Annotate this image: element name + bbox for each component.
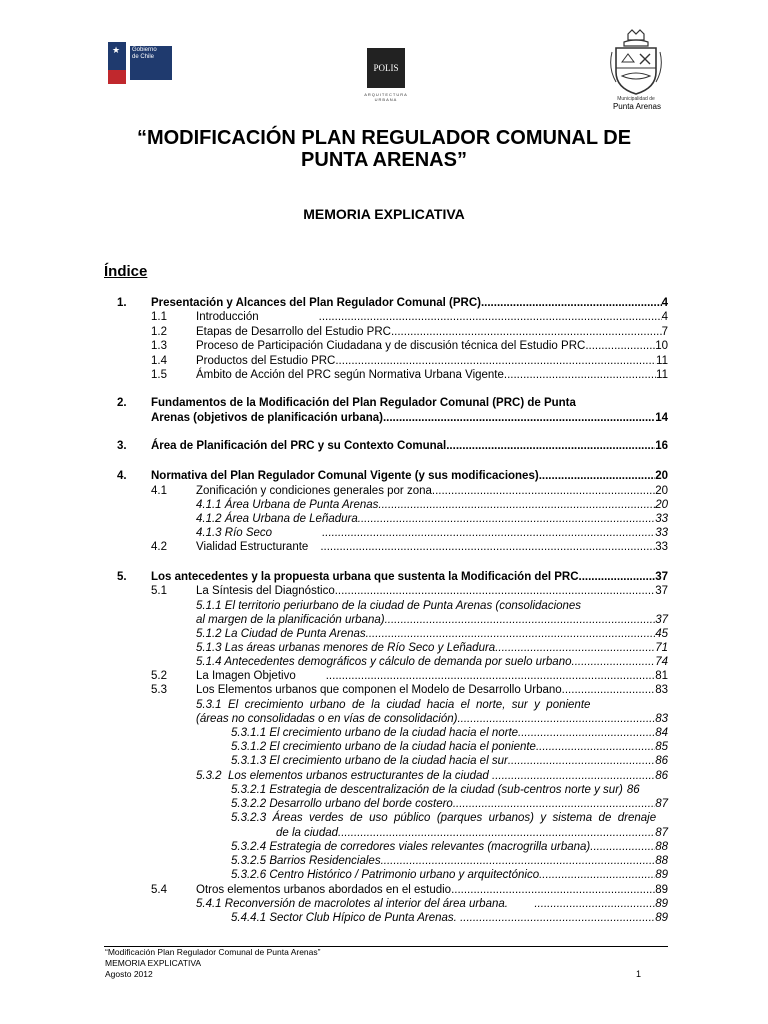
polis-sub2: URBANA (374, 97, 398, 102)
toc-number: 4. (117, 470, 127, 482)
toc-title: 5.3.1.2 El crecimiento urbano de la ciudad hacia el poniente (231, 741, 536, 753)
toc-title-line1: 5.1.1 El territorio periurbano de la ciudad de Punta Arenas (consolidaciones (196, 600, 582, 612)
toc-title: Zonificación y condiciones generales por zona (196, 485, 432, 497)
toc-number: 5.2 (151, 670, 167, 682)
toc-title: Los Elementos urbanos que componen el Modelo de Desarrollo Urbano (196, 684, 562, 696)
toc-title: 5.3.1.1 El crecimiento urbano de la ciudad hacia el norte (231, 727, 519, 739)
toc-page: 81 (655, 670, 668, 682)
document-title-line1: “MODIFICACIÓN PLAN REGULADOR COMUNAL DE (136, 127, 632, 149)
polis-logo-subtitle (361, 92, 411, 102)
toc-page: 84 (655, 727, 668, 739)
toc-title: La Imagen Objetivo (196, 670, 296, 682)
toc-page: 74 (655, 656, 668, 668)
document-title (100, 127, 668, 171)
toc-page: 87 (655, 827, 668, 839)
document-subtitle: MEMORIA EXPLICATIVA (303, 206, 465, 222)
toc-number: 4.1 (151, 485, 167, 497)
toc-title: 5.1.4 Antecedentes demográficos y cálculo de demanda por suelo urbano (196, 656, 572, 668)
toc-page: 20 (655, 485, 668, 497)
toc-title: Proceso de Participación Ciudadana y de discusión técnica del Estudio PRC (196, 340, 586, 352)
toc-page: 16 (655, 440, 668, 452)
logo-red-block (108, 70, 126, 84)
toc-number: 1.3 (151, 340, 167, 352)
toc-page: 86 (655, 755, 668, 767)
logo-text-line1: Gobierno (132, 47, 157, 53)
toc-title: Ámbito de Acción del PRC según Normativa Urbana Vigente (196, 369, 504, 381)
municipalidad-punta-arenas-logo (606, 28, 666, 110)
toc-title: 4.1.1 Área Urbana de Punta Arenas (196, 499, 379, 511)
polis-sub1: ARQUITECTURA (364, 92, 408, 97)
toc-number: 3. (117, 440, 127, 452)
toc-page: 85 (655, 741, 668, 753)
toc-page: 33 (655, 527, 668, 539)
toc-number: 5. (117, 571, 127, 583)
toc-title: Etapas de Desarrollo del Estudio PRC (196, 326, 391, 338)
toc-page: 7 (661, 326, 668, 338)
toc-page: 89 (655, 884, 668, 896)
footer-document-type: MEMORIA EXPLICATIVA (105, 958, 202, 968)
toc-title-line2: al margen de la planificación urbana) (196, 614, 385, 626)
toc-title: 5.4.4.1 Sector Club Hípico de Punta Arenas. (231, 912, 461, 924)
logo-text (130, 46, 172, 80)
polis-logo (364, 48, 408, 102)
toc-number: 1.5 (151, 369, 167, 381)
toc-page: 20 (655, 470, 668, 482)
page-number: 1 (636, 969, 642, 979)
toc-page: 83 (655, 713, 668, 725)
document-title-line2: PUNTA ARENAS” (301, 149, 467, 171)
star-icon: ★ (112, 45, 121, 55)
toc-page: 20 (655, 499, 668, 511)
toc-title: 5.1.2 La Ciudad de Punta Arenas (196, 628, 366, 640)
toc-page: 89 (655, 869, 668, 881)
toc-number: 4.2 (151, 541, 167, 553)
toc-title: Los antecedentes y la propuesta urbana que sustenta la Modificación del PRC (151, 571, 579, 583)
toc-page: 89 (655, 898, 668, 910)
toc-page: 86 (626, 784, 640, 796)
toc-title: Productos del Estudio PRC (196, 355, 336, 367)
toc-title-line2: Arenas (objetivos de planificación urbana) (151, 412, 383, 424)
toc-page: 45 (655, 628, 668, 640)
toc-page: 88 (655, 855, 668, 867)
toc-page: 37 (655, 614, 668, 626)
toc-page: 33 (655, 513, 668, 525)
toc-page: 4 (661, 297, 668, 309)
toc-number: 1.2 (151, 326, 167, 338)
toc-page: 88 (655, 841, 668, 853)
toc-page: 10 (655, 340, 668, 352)
toc-number: 1.1 (151, 311, 167, 323)
toc-page: 37 (655, 571, 668, 583)
toc-title: Presentación y Alcances del Plan Regulador Comunal (PRC) (151, 297, 481, 309)
toc-page: 83 (655, 684, 668, 696)
toc-number: 5.3 (151, 684, 167, 696)
toc-number: 1. (117, 297, 127, 309)
toc-title: 5.3.2.5 Barrios Residenciales (231, 855, 381, 867)
toc-page: 4 (661, 311, 668, 323)
index-heading: Índice (104, 263, 148, 280)
toc-page: 71 (655, 642, 668, 654)
toc-title: Otros elementos urbanos abordados en el estudio (196, 884, 452, 896)
toc-page: 86 (655, 770, 668, 782)
logo-sub1: Municipalidad de (617, 96, 655, 102)
toc-number: 1.4 (151, 355, 167, 367)
toc-title: Introducción (196, 311, 259, 323)
toc-page: 89 (655, 912, 668, 924)
toc-number: 2. (117, 397, 127, 409)
toc-title-line2: (áreas no consolidadas o en vías de consolidación) (196, 713, 458, 725)
toc-title: La Síntesis del Diagnóstico (196, 585, 335, 597)
toc-title-line2: de la ciudad (276, 827, 339, 839)
toc-title: Área de Planificación del PRC y su Contexto Comunal (151, 440, 447, 452)
toc-page: 14 (655, 412, 668, 424)
toc-title: 5.1.3 Las áreas urbanas menores de Río Seco y Leñadura (196, 642, 496, 654)
toc-title: 4.1.2 Área Urbana de Leñadura (196, 513, 358, 525)
toc-title: Vialidad Estructurante (196, 541, 309, 553)
toc-number: 5.4 (151, 884, 167, 896)
toc-page: 37 (655, 585, 668, 597)
toc-title: 4.1.3 Río Seco (196, 527, 273, 539)
toc-title: Normativa del Plan Regulador Comunal Vigente (y sus modificaciones) (151, 470, 539, 482)
toc-title: 5.3.2.6 Centro Histórico / Patrimonio urbano y arquitectónico (231, 869, 540, 881)
toc-title-line1: 5.3.1 El crecimiento urbano de la ciudad hacia el norte, sur y poniente (196, 699, 591, 711)
gobierno-de-chile-logo (108, 42, 170, 84)
footer-document-name: “Modificación Plan Regulador Comunal de Punta Arenas” (105, 947, 321, 957)
toc-page: 11 (656, 355, 668, 367)
footer-date: Agosto 2012 (105, 969, 153, 979)
toc-title-line1: Fundamentos de la Modificación del Plan Regulador Comunal (PRC) de Punta (151, 397, 576, 409)
toc-page: 87 (655, 798, 668, 810)
polis-logo-box: POLIS (367, 48, 405, 88)
toc-page: 33 (655, 541, 668, 553)
coat-of-arms-icon (606, 28, 666, 96)
logo-text-line2: de Chile (132, 54, 155, 60)
toc-title: 5.3.2.4 Estrategia de corredores viales relevantes (macrogrilla urbana) (231, 841, 591, 853)
logo-sub2: Punta Arenas (612, 102, 662, 111)
toc-title: 5.3.2.2 Desarrollo urbano del borde costero (231, 798, 453, 810)
toc-title: 5.3.2.1 Estrategia de descentralización de la ciudad (sub-centros norte y sur) (231, 784, 623, 796)
toc-title: 5.3.1.3 El crecimiento urbano de la ciudad hacia el sur (231, 755, 508, 767)
toc-title: 5.3.2 Los elementos urbanos estructurantes de la ciudad (196, 770, 492, 782)
toc-title-line1: 5.3.2.3 Áreas verdes de uso público (parques urbanos) y sistema de drenaje (231, 812, 657, 824)
toc-page: 11 (656, 369, 668, 381)
toc-title: 5.4.1 Reconversión de macrolotes al interior del área urbana. (196, 898, 515, 910)
toc-number: 5.1 (151, 585, 167, 597)
